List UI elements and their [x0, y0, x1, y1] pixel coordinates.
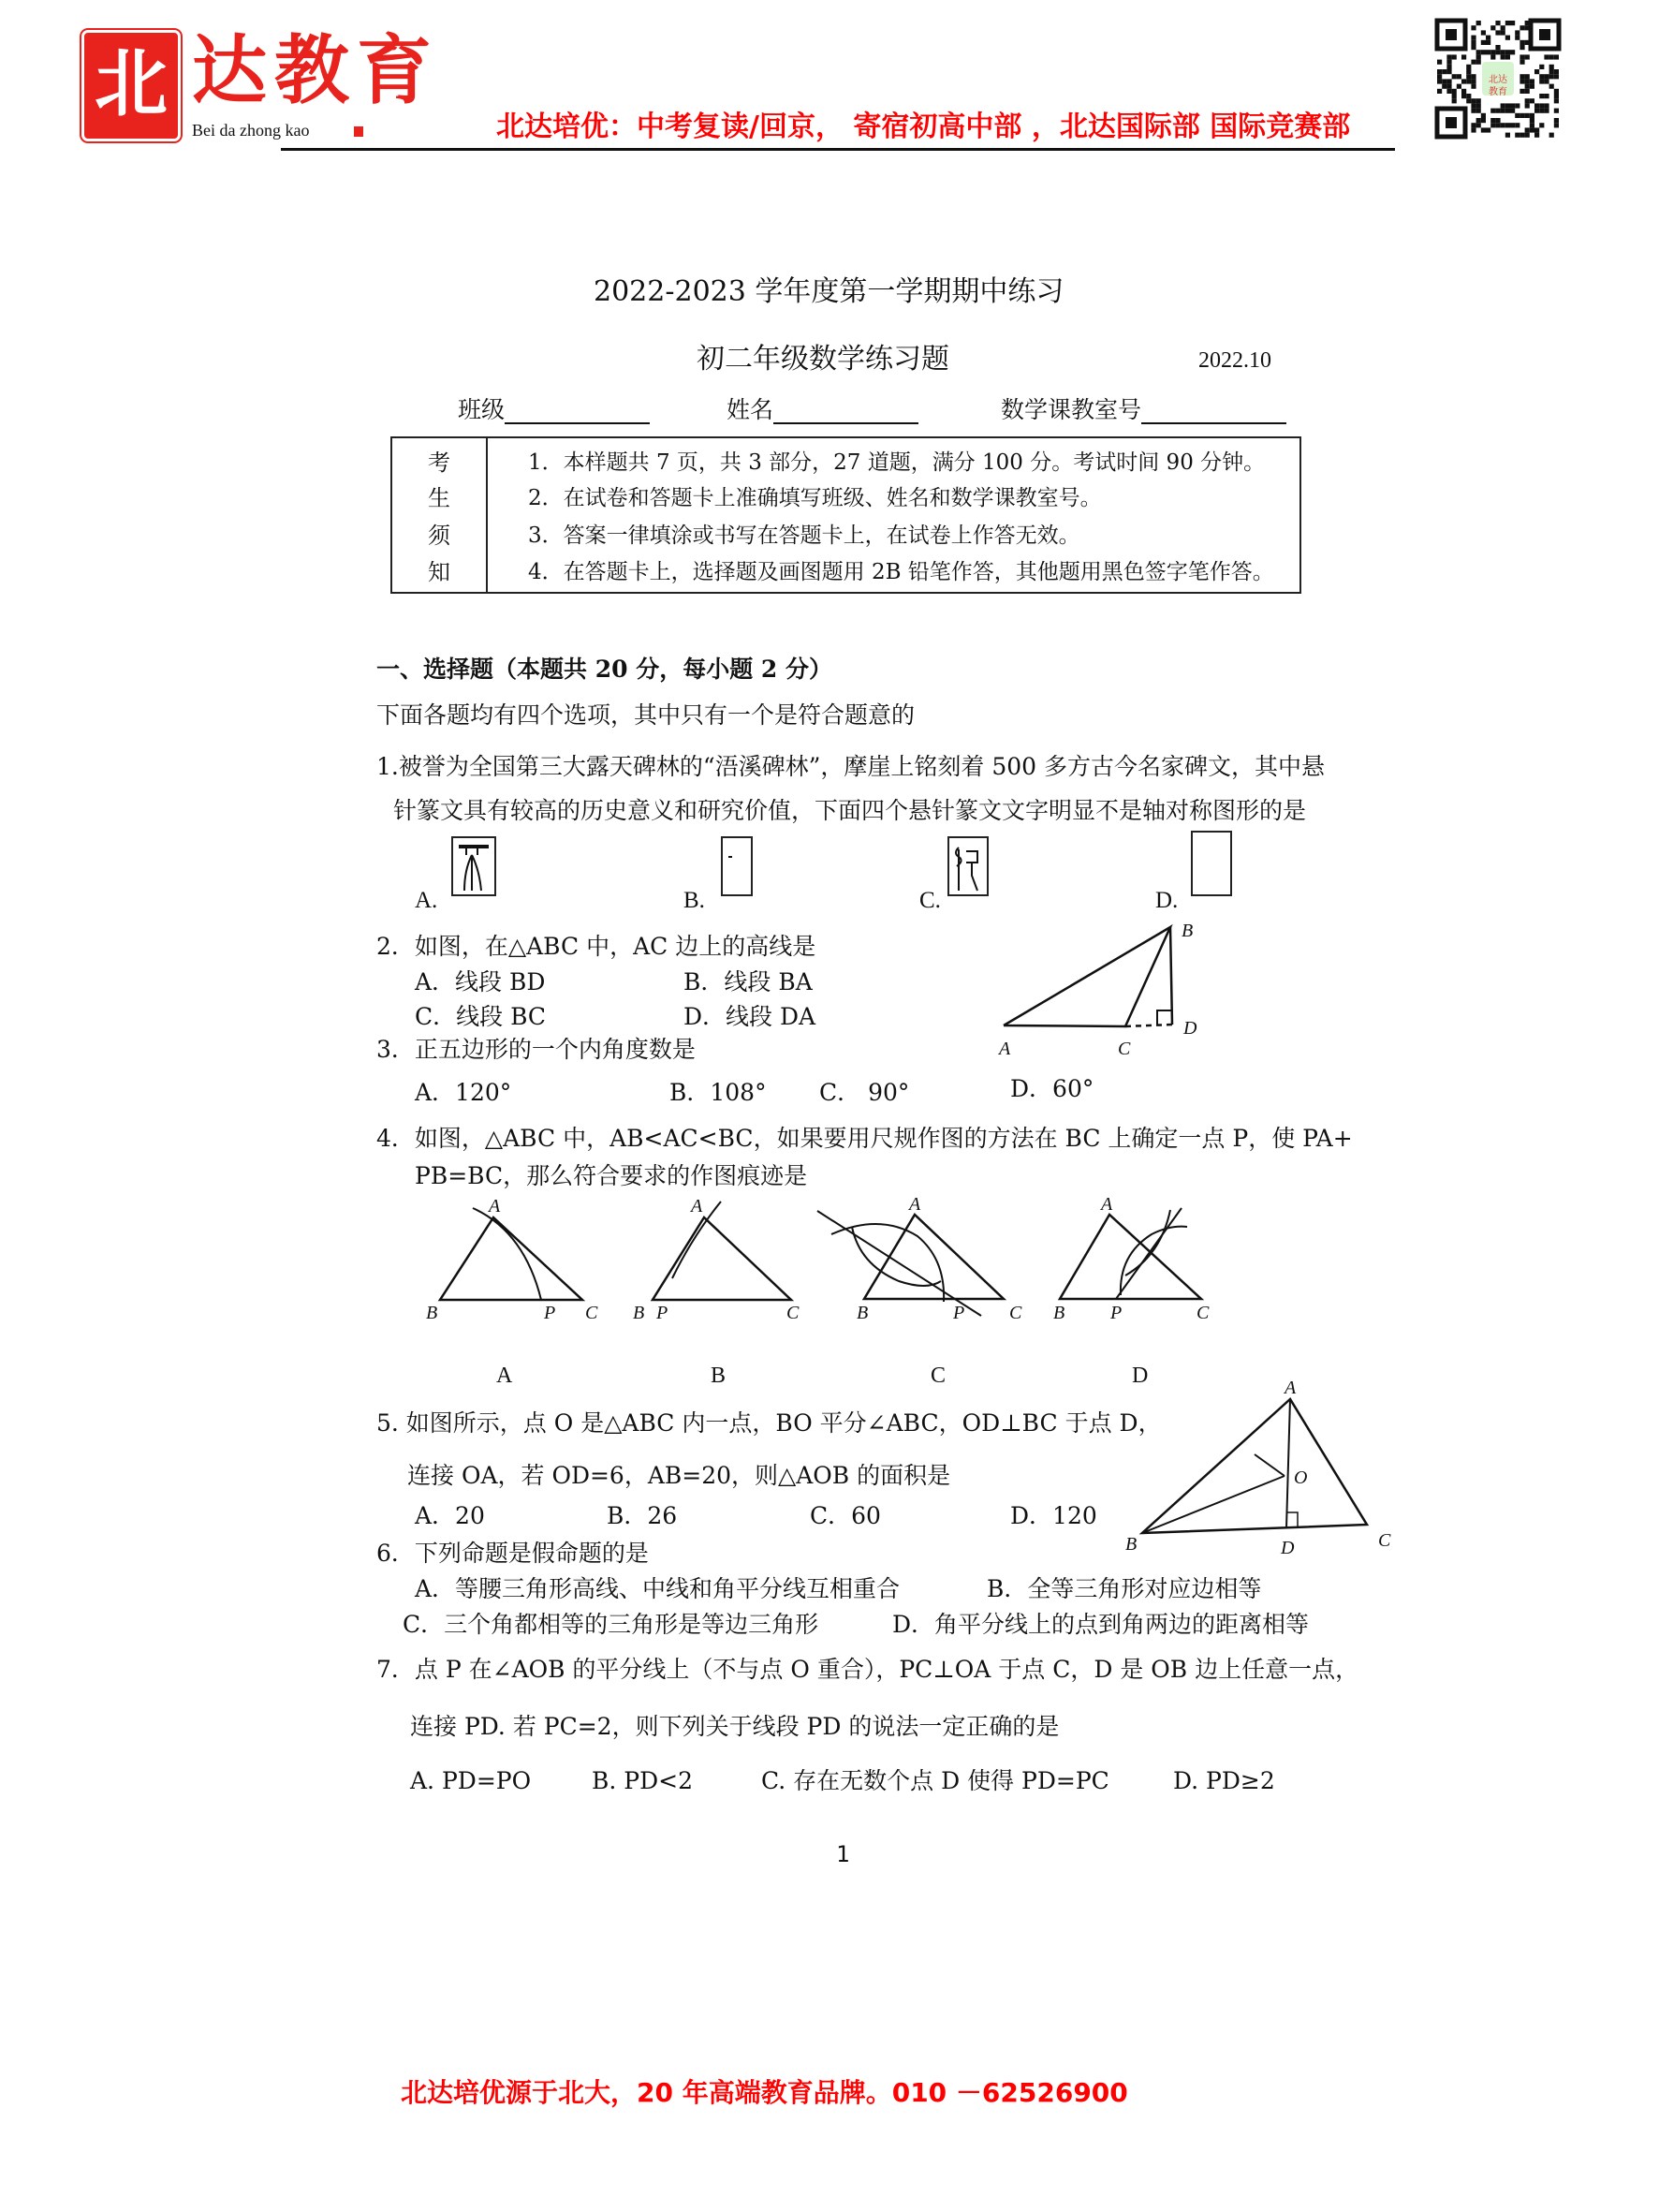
qr-module [1539, 123, 1544, 127]
qr-module [1544, 54, 1549, 59]
qr-module [1554, 54, 1559, 59]
qr-module [1476, 103, 1481, 108]
qr-module [1461, 89, 1466, 94]
qr-code-icon [1435, 19, 1561, 139]
qr-module [1495, 123, 1500, 127]
qr-module [1525, 103, 1530, 108]
qr-module [1534, 127, 1539, 132]
notice-item: 3．答案一律填涂或书写在答题卡上，在试卷上作答无效。 [528, 524, 1080, 548]
q4-figures [412, 1194, 1255, 1330]
qr-module [1525, 74, 1530, 79]
qr-module [1476, 98, 1481, 103]
notice-label-char: 须 [428, 523, 450, 549]
qr-module [1534, 69, 1539, 74]
qr-module [1481, 50, 1486, 54]
qr-module [1437, 60, 1442, 65]
q4-caption-d[interactable]: D [1132, 1364, 1149, 1388]
footer-slogan: 北达培优源于北大，20 年高端教育品牌。010 －62526900 [401, 2077, 1128, 2108]
qr-module [1481, 113, 1486, 118]
qr-module [1471, 40, 1475, 45]
qr-module [1501, 54, 1505, 59]
qr-module [1476, 54, 1481, 59]
qr-module [1530, 79, 1534, 83]
q7-option-a[interactable]: A. PD=PO [410, 1767, 532, 1794]
qr-module [1466, 74, 1471, 79]
qr-module [1471, 60, 1475, 65]
qr-module [1501, 50, 1505, 54]
qr-module [1471, 45, 1475, 50]
q1-option-a-label[interactable]: A. [415, 888, 438, 913]
qr-module [1525, 127, 1530, 132]
notice-label-char: 生 [428, 485, 450, 511]
qr-module [1471, 74, 1475, 79]
qr-module [1461, 79, 1466, 83]
q4d-label-b: B [1053, 1303, 1065, 1323]
header-divider [281, 148, 1395, 151]
qr-module [1437, 69, 1442, 74]
qr-module [1525, 133, 1530, 138]
qr-module [1476, 118, 1481, 123]
q2-figure [983, 918, 1226, 1058]
qr-module [1515, 36, 1520, 40]
qr-module [1534, 103, 1539, 108]
q4-figure-b[interactable] [633, 1196, 800, 1323]
q2-label-b: B [1182, 921, 1194, 941]
qr-module [1476, 21, 1481, 25]
notice-label-char: 考 [428, 450, 450, 476]
exam-title: 2022-2023 学年度第一学期期中练习 [594, 275, 1064, 308]
qr-module [1452, 74, 1457, 79]
logo-subtitle: Bei da zhong kao [192, 121, 310, 140]
room-label: 数学课教室号 [1001, 396, 1142, 423]
q3-option-d[interactable]: D．60° [1010, 1075, 1094, 1102]
qr-module [1442, 79, 1446, 83]
qr-module [1505, 50, 1510, 54]
qr-module [1486, 40, 1490, 45]
qr-module [1544, 109, 1549, 113]
notice-label-char: 知 [428, 559, 450, 585]
qr-module [1539, 74, 1544, 79]
q2-option-a[interactable]: A．线段 BD [415, 968, 546, 995]
exam-subtitle: 初二年级数学练习题 [697, 343, 949, 376]
qr-module [1505, 103, 1510, 108]
q4-caption-b[interactable]: B [711, 1364, 727, 1388]
qr-module [1539, 79, 1544, 83]
qr-module [1530, 98, 1534, 103]
qr-module [1476, 50, 1481, 54]
q2-label-c: C [1118, 1039, 1131, 1059]
class-label: 班级 [458, 396, 506, 423]
qr-module [1486, 36, 1490, 40]
q1-option-d-glyph[interactable] [1191, 831, 1232, 896]
qr-module [1530, 123, 1534, 127]
q5-option-d[interactable]: D．120 [1010, 1502, 1097, 1529]
qr-module [1530, 113, 1534, 118]
q4-figure-c[interactable] [817, 1194, 1022, 1323]
room-field[interactable] [1001, 396, 1286, 424]
qr-module [1471, 109, 1475, 113]
table-divider [486, 438, 488, 592]
qr-module [1554, 69, 1559, 74]
qr-module [1544, 79, 1549, 83]
qr-module [1549, 133, 1554, 138]
q4d-label-p: P [1110, 1303, 1123, 1323]
qr-module [1554, 98, 1559, 103]
qr-module [1520, 60, 1524, 65]
qr-module [1452, 98, 1457, 103]
qr-module [1510, 103, 1515, 108]
qr-module [1437, 74, 1442, 79]
qr-module [1471, 103, 1475, 108]
q4a-label-p: P [544, 1303, 556, 1323]
qr-module [1549, 74, 1554, 79]
qr-module [1520, 89, 1524, 94]
qr-module [1510, 50, 1515, 54]
qr-module [1461, 94, 1466, 98]
qr-module [1481, 118, 1486, 123]
qr-module [1446, 60, 1451, 65]
qr-module [1515, 113, 1520, 118]
qr-module [1525, 89, 1530, 94]
qr-module [1437, 79, 1442, 83]
q4d-label-a: A [1101, 1194, 1113, 1215]
q6-option-a[interactable]: A．等腰三角形高线、中线和角平分线互相重合 [415, 1575, 901, 1602]
qr-module [1510, 123, 1515, 127]
qr-module [1525, 54, 1530, 59]
q7-stem-line2: 连接 PD. 若 PC=2，则下列关于线段 PD 的说法一定正确的是 [410, 1713, 1060, 1740]
qr-module [1549, 65, 1554, 69]
qr-module [1495, 21, 1500, 25]
q2-option-b[interactable]: B．线段 BA [683, 968, 813, 995]
q6-option-d[interactable]: D．角平分线上的点到角两边的距离相等 [892, 1611, 1310, 1638]
qr-module [1495, 30, 1500, 35]
qr-module [1446, 89, 1451, 94]
qr-module [1446, 79, 1451, 83]
qr-module [1520, 113, 1524, 118]
qr-module [1534, 109, 1539, 113]
qr-module [1481, 127, 1486, 132]
exam-date: 2022.10 [1198, 348, 1271, 373]
q7-option-d[interactable]: D. PD≥2 [1173, 1767, 1275, 1794]
section-heading: 一、选择题（本题共 20 分，每小题 2 分） [376, 656, 833, 683]
notice-item: 4．在答题卡上，选择题及画图题用 2B 铅笔作答，其他题用黑色签字笔作答。 [528, 560, 1274, 584]
logo-text: 达教育 [192, 26, 439, 114]
qr-module [1471, 84, 1475, 89]
qr-module [1452, 89, 1457, 94]
qr-module [1476, 123, 1481, 127]
qr-module [1490, 118, 1495, 123]
qr-module [1534, 133, 1539, 138]
q3-option-c[interactable]: C． 90° [819, 1079, 910, 1106]
qr-module [1505, 21, 1510, 25]
q1-option-c-label[interactable]: C. [919, 888, 941, 913]
q5-stem-line1: 5. 如图所示，点 O 是△ABC 内一点，BO 平分∠ABC，OD⊥BC 于点 D， [376, 1409, 1162, 1437]
q6-option-b[interactable]: B．全等三角形对应边相等 [987, 1575, 1262, 1602]
qr-module [1520, 54, 1524, 59]
q6-stem: 6．下列命题是假命题的是 [376, 1540, 649, 1567]
room-blank[interactable] [1141, 398, 1286, 424]
qr-module [1501, 103, 1505, 108]
qr-module [1446, 65, 1451, 69]
q4-stem-line2: PB=BC，那么符合要求的作图痕迹是 [415, 1162, 808, 1189]
qr-module [1510, 109, 1515, 113]
qr-module [1471, 98, 1475, 103]
exam-notice-table [390, 436, 1301, 594]
q7-stem-line1: 7．点 P 在∠AOB 的平分线上（不与点 O 重合），PC⊥OA 于点 C，D 是 OB 边上任意一点， [376, 1656, 1359, 1683]
qr-module [1515, 133, 1520, 138]
q4c-label-a: A [909, 1194, 921, 1215]
notice-item: 2．在试卷和答题卡上准确填写班级、姓名和数学课教室号。 [528, 486, 1102, 510]
qr-module [1505, 54, 1510, 59]
qr-module [1490, 123, 1495, 127]
qr-module [1442, 84, 1446, 89]
qr-module [1544, 103, 1549, 108]
qr-module [1539, 109, 1544, 113]
q5-stem-line2: 连接 OA，若 OD=6，AB=20，则△AOB 的面积是 [407, 1462, 951, 1489]
logo-mark [84, 33, 178, 139]
qr-module [1510, 21, 1515, 25]
q2-option-d[interactable]: D．线段 DA [683, 1003, 816, 1030]
qr-module [1525, 79, 1530, 83]
qr-module [1437, 89, 1442, 94]
q4b-label-p: P [656, 1303, 668, 1323]
q6-option-c[interactable]: C．三个角都相等的三角形是等边三角形 [403, 1611, 819, 1638]
qr-module [1530, 84, 1534, 89]
qr-module [1446, 84, 1451, 89]
q1-option-b-label[interactable]: B. [683, 888, 705, 913]
qr-module [1520, 79, 1524, 83]
q4b-label-a: A [691, 1196, 703, 1217]
qr-module [1481, 40, 1486, 45]
q4-caption-a[interactable]: A [496, 1364, 513, 1388]
q4a-label-a: A [489, 1196, 501, 1217]
q1-option-b-glyph[interactable] [721, 836, 753, 896]
qr-module [1539, 94, 1544, 98]
qr-module [1457, 84, 1461, 89]
qr-module [1539, 65, 1544, 69]
section-instruction: 下面各题均有四个选项，其中只有一个是符合题意的 [376, 701, 916, 729]
q4c-label-p: P [953, 1303, 965, 1323]
class-field[interactable] [458, 396, 650, 424]
qr-module [1446, 69, 1451, 74]
qr-module [1554, 94, 1559, 98]
qr-module [1452, 54, 1457, 59]
qr-module [1486, 50, 1490, 54]
q5-label-b: B [1125, 1534, 1138, 1555]
q2-stem: 2．如图，在△ABC 中，AC 边上的高线是 [376, 933, 816, 960]
qr-module [1530, 118, 1534, 123]
page-number: 1 [836, 1841, 850, 1867]
q5-label-a: A [1285, 1378, 1297, 1398]
qr-module [1486, 127, 1490, 132]
q4d-label-c: C [1197, 1303, 1210, 1323]
q4b-label-b: B [633, 1303, 645, 1323]
qr-module [1490, 50, 1495, 54]
qr-module [1457, 74, 1461, 79]
q4c-label-b: B [857, 1303, 869, 1323]
qr-module [1520, 133, 1524, 138]
q3-stem: 3．正五边形的一个内角度数是 [376, 1036, 696, 1063]
class-blank[interactable] [505, 398, 650, 424]
qr-module [1525, 98, 1530, 103]
qr-module [1490, 109, 1495, 113]
q4a-label-b: B [426, 1303, 438, 1323]
qr-module [1549, 54, 1554, 59]
q3-option-b[interactable]: B．108° [669, 1079, 767, 1106]
q3-option-a[interactable]: A．120° [415, 1079, 512, 1106]
qr-module [1520, 25, 1524, 30]
q1-stem-line1: 1.被誉为全国第三大露天碑林的“浯溪碑林”，摩崖上铭刻着 500 多方古今名家碑文，其中悬 [376, 753, 1326, 780]
q5-option-a[interactable]: A．20 [415, 1502, 485, 1529]
qr-module [1501, 123, 1505, 127]
qr-module [1539, 103, 1544, 108]
qr-module [1554, 74, 1559, 79]
q2-label-d: D [1183, 1018, 1197, 1039]
q4-caption-c[interactable]: C [931, 1364, 947, 1388]
qr-module [1461, 54, 1466, 59]
qr-module [1481, 30, 1486, 35]
qr-module [1476, 109, 1481, 113]
qr-module [1501, 109, 1505, 113]
qr-module [1452, 94, 1457, 98]
q4-stem-line1: 4．如图，△ABC 中，AB<AC<BC，如果要用尺规作图的方法在 BC 上确定一点 P，使 PA+ [376, 1125, 1353, 1152]
qr-module [1520, 74, 1524, 79]
qr-module [1471, 36, 1475, 40]
q5-figure [1114, 1378, 1414, 1569]
q1-stem-line2: 针篆文具有较高的历史意义和研究价值，下面四个悬针篆文文字明显不是轴对称图形的是 [393, 797, 1307, 824]
qr-module [1520, 40, 1524, 45]
qr-module [1471, 127, 1475, 132]
qr-module [1505, 36, 1510, 40]
logo-mark-char: 北 [94, 41, 168, 126]
notice-item: 1．本样题共 7 页，共 3 部分，27 道题，满分 100 分。考试时间 90 分钟。 [528, 450, 1266, 475]
qr-module [1515, 30, 1520, 35]
q4-figure-a[interactable] [426, 1196, 598, 1323]
qr-module [1471, 79, 1475, 83]
qr-module [1490, 54, 1495, 59]
qr-module [1525, 84, 1530, 89]
name-field[interactable] [727, 396, 918, 424]
q1-option-c-glyph[interactable] [947, 836, 989, 896]
q1-option-d-label[interactable]: D. [1155, 888, 1179, 913]
qr-module [1544, 74, 1549, 79]
qr-module [1466, 65, 1471, 69]
q5-option-c[interactable]: C．60 [810, 1502, 881, 1529]
qr-module [1505, 133, 1510, 138]
qr-module [1466, 94, 1471, 98]
qr-module [1490, 25, 1495, 30]
qr-module [1554, 118, 1559, 123]
qr-module [1466, 98, 1471, 103]
qr-module [1554, 123, 1559, 127]
qr-module [1549, 69, 1554, 74]
qr-module [1520, 45, 1524, 50]
qr-module [1549, 84, 1554, 89]
qr-module [1505, 123, 1510, 127]
q5-label-d: D [1281, 1538, 1295, 1558]
qr-module [1471, 123, 1475, 127]
q5-label-o: O [1294, 1467, 1308, 1488]
qr-module [1446, 54, 1451, 59]
qr-module [1505, 109, 1510, 113]
qr-module [1544, 94, 1549, 98]
q7-option-c[interactable]: C. 存在无数个点 D 使得 PD=PC [761, 1767, 1109, 1794]
qr-module [1525, 113, 1530, 118]
q4c-label-c: C [1009, 1303, 1022, 1323]
qr-module [1495, 118, 1500, 123]
logo-square-icon [354, 126, 363, 137]
q7-option-b[interactable]: B. PD<2 [592, 1767, 693, 1794]
qr-module [1466, 69, 1471, 74]
q5-option-b[interactable]: B．26 [607, 1502, 678, 1529]
qr-module [1501, 30, 1505, 35]
qr-module [1515, 103, 1520, 108]
header-slogan: 北达培优：中考复读/回京， 寄宿初高中部 ，北达国际部 国际竞赛部 [496, 111, 1351, 143]
name-blank[interactable] [773, 398, 918, 424]
name-label: 姓名 [727, 396, 774, 423]
q2-label-a: A [999, 1039, 1011, 1059]
qr-module [1554, 109, 1559, 113]
qr-module [1495, 45, 1500, 50]
q4-figure-d[interactable] [1053, 1194, 1210, 1323]
qr-module [1501, 25, 1505, 30]
q4b-label-c: C [786, 1303, 800, 1323]
qr-module [1471, 25, 1475, 30]
q4a-label-c: C [585, 1303, 598, 1323]
q1-option-a-glyph[interactable] [451, 836, 496, 896]
qr-module [1495, 50, 1500, 54]
qr-module [1515, 123, 1520, 127]
qr-module [1495, 109, 1500, 113]
qr-module [1442, 69, 1446, 74]
q2-option-c[interactable]: C．线段 BC [415, 1003, 547, 1030]
qr-module [1466, 79, 1471, 83]
qr-module [1530, 127, 1534, 132]
qr-center-label: 北达教育 [1489, 75, 1507, 97]
qr-module [1476, 60, 1481, 65]
qr-module [1554, 89, 1559, 94]
q5-label-c: C [1378, 1530, 1391, 1551]
